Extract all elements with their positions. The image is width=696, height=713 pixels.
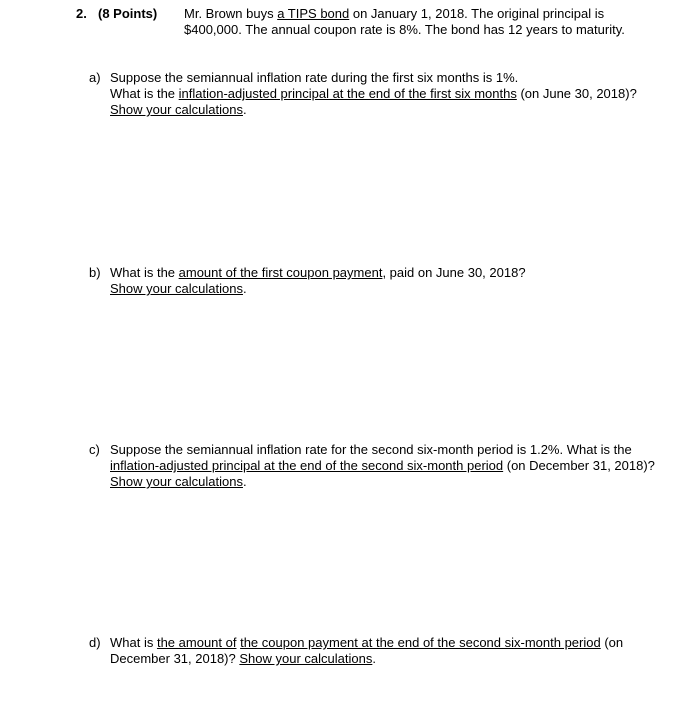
question-number: 2. xyxy=(76,6,87,21)
part-a-line2 xyxy=(110,86,661,118)
part-d-label: d) xyxy=(89,635,101,650)
part-d-show-calculations: Show your calculations xyxy=(239,651,373,666)
part-c-text1: Suppose the semiannual inflation rate for the second six-month period is 1.2%. What is the xyxy=(110,442,632,457)
part-d-text3: (on December 31, 2018)? xyxy=(110,635,624,666)
stem-text-1: Mr. Brown buys xyxy=(184,6,278,21)
part-b-text xyxy=(110,265,661,297)
part-d-underlined-amount: the amount of xyxy=(156,635,237,650)
part-a-text2: (on June 30, 2018)? xyxy=(516,86,637,101)
part-b-text2: , paid on June 30, 2018? xyxy=(382,265,526,280)
part-a-text1: What is the xyxy=(110,86,179,101)
question-stem xyxy=(184,6,636,38)
part-a-label: a) xyxy=(89,70,101,85)
question-points: (8 Points) xyxy=(98,6,158,21)
part-c-text3: . xyxy=(242,474,247,489)
part-d-text4: . xyxy=(372,651,376,666)
part-c-underlined-principal: inflation-adjusted principal at the end of the second six-month period xyxy=(110,458,504,473)
part-a-line1: Suppose the semiannual inflation rate during the first six months is 1%. xyxy=(110,70,519,85)
part-c-text xyxy=(110,442,661,490)
part-a-text xyxy=(110,70,661,118)
part-c-show-calculations: Show your calculations xyxy=(110,474,243,489)
part-b-text1: What is the xyxy=(110,265,179,280)
part-d-underlined-coupon: the coupon payment at the end of the second six-month period xyxy=(240,635,601,650)
part-a-underlined-principal: inflation-adjusted principal at the end of the first six months xyxy=(178,86,517,101)
part-c-text2: (on December 31, 2018)? xyxy=(503,458,655,473)
part-b-text3: . xyxy=(242,281,247,296)
part-b-underlined-coupon: amount of the first coupon payment xyxy=(178,265,383,280)
part-c-label: c) xyxy=(89,442,100,457)
stem-underlined-tips-bond: a TIPS bond xyxy=(277,6,350,21)
part-a-text3: . xyxy=(242,102,247,117)
part-d-text xyxy=(110,635,661,667)
part-a-show-calculations: Show your calculations xyxy=(110,102,243,117)
stem-text-2: on January 1, 2018. The original principal is $400,000. The annual coupon rate is 8%. The bond has 12 years to maturity. xyxy=(184,6,625,37)
part-b-label: b) xyxy=(89,265,101,280)
part-b-show-calculations: Show your calculations xyxy=(110,281,243,296)
part-d-text1: What is xyxy=(110,635,157,650)
